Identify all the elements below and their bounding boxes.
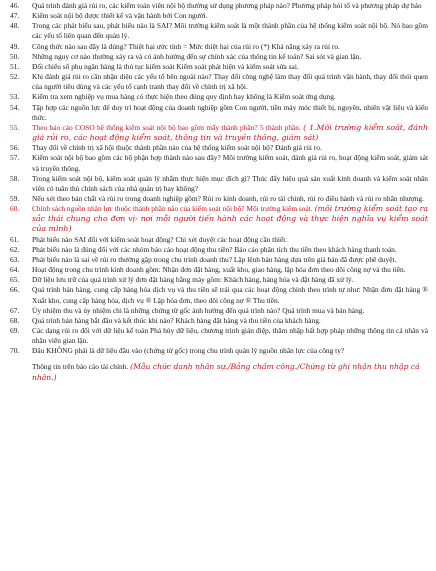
question-answer: Theo báo cáo COSO hệ thống kiểm soát nội bộ bao gồm mấy thành phần? 5 thành phần.	[32, 122, 301, 132]
question-answer: Chính sách nguồn nhân lực thuộc thành phần nào của kiểm soát nội bộ? Môi trường kiểm soát.	[32, 204, 313, 214]
question-number: 64.	[10, 265, 20, 275]
question-text	[32, 235, 428, 245]
question-number: 66.	[10, 285, 20, 295]
question-number: 48.	[10, 21, 20, 31]
question-text	[32, 275, 428, 285]
question-item	[10, 1, 428, 11]
question-answer: Tập hợp các nguồn lực để duy trì hoạt động của doanh nghiệp gồm Con người, tiền máy móc thiết bị, nguyên, nhiên vật liệu và kiến thức.	[32, 102, 428, 122]
question-item	[10, 285, 428, 305]
question-item	[10, 265, 428, 275]
question-item	[10, 245, 428, 255]
question-number: 57.	[10, 153, 20, 163]
question-number: 54.	[10, 102, 20, 112]
question-item	[10, 255, 428, 265]
question-text	[32, 285, 428, 305]
question-answer: Kiểm soát nội bộ bao gồm các bộ phận hợp thành nào sau đây? Môi trường kiểm soát, đánh giá rủi ro, hoạt động kiểm soát, giám sát và truyền thông.	[32, 153, 428, 173]
question-number: 70.	[10, 346, 20, 356]
question-text	[32, 194, 428, 204]
question-number: 61.	[10, 234, 20, 244]
question-answer: Kiểm tra xem nghiệp vụ mua hàng có thực hiện theo đúng quy định hay không là Kiểm soát ứng dụng.	[32, 92, 336, 102]
question-answer: Phát biểu nào là sai về rủi ro thường gặp trong chu trình doanh thu? Lập lệnh bán hàng dựa trên giá bán đã được phê duyệt.	[32, 254, 397, 264]
question-item	[10, 21, 428, 41]
question-answer: Phát biểu nào là đúng đối với các nhóm báo cáo hoạt động thu tiền? Báo cáo phân tích thu tiền theo khách hàng thanh toán.	[32, 244, 397, 254]
question-number: 46.	[10, 1, 20, 10]
question-text	[32, 143, 428, 153]
question-text	[32, 92, 428, 102]
question-text	[32, 11, 428, 21]
question-answer: Phát biểu nào SAI đối với kiểm soát hoạt động? Chi xét duyệt các hoạt động cần thiết.	[32, 234, 288, 244]
question-number: 65.	[10, 275, 20, 285]
question-answer: Công thức nào sau đây là đúng? Thiệt hại ước tính = Mức thiệt hại của rủi ro (*) Khả năng xảy ra rủi ro.	[32, 41, 340, 51]
question-number: 68.	[10, 315, 20, 325]
question-answer: Khi đánh giá rủi ro cần nhận diện các yếu tố bên ngoài nào? Thay đổi công nghệ làm thay đổi quá trình vận hành, thay đổi thói quen của người tiêu dùng và các yếu tố cạnh tranh thay đổi về chính trị xã hội.	[32, 72, 428, 92]
handwritten-note: (môi trường kiểm soát tạo ra sắc thái chung cho đơn vị- nơi mỗi người tiến hành các hoạt động và thực hiện nghĩa vụ kiểm soát của mình)	[32, 204, 428, 234]
question-text	[32, 245, 428, 255]
question-text	[32, 346, 428, 356]
question-number: 56.	[10, 143, 20, 153]
question-answer: Ủy nhiệm thu và ủy nhiệm chi là những chứng từ gốc ảnh hưởng đến quá trình nào? Quá trình mua và bán hàng.	[32, 305, 365, 315]
question-item	[10, 204, 428, 234]
question-text	[32, 21, 428, 41]
question-text	[32, 306, 428, 316]
question-answer: Các dạng rủi ro đối với dữ liệu kế toán Phá hủy dữ liệu, chương trình gián điệp, thâm nhập bất hợp pháp những thông tin cá nhân và nhân viên gian lận.	[32, 326, 428, 346]
question-answer: Trong kiểm soát nội bộ, kiểm soát quản lý nhằm thực hiện mục đích gì? Thúc đẩy hiệu quả sản xuất kinh doanh và kiểm soát nhân viên có tuân thủ chính sách của nhà quản trị hay không?	[32, 173, 428, 193]
question-text	[32, 52, 428, 62]
question-item	[10, 194, 428, 204]
handwritten-note: ( 1.Môi trường kiểm soát, đánh giá rủi ro, các hoạt động kiểm soát, thông tin và truyền thông, giám sát)	[32, 122, 428, 143]
question-number: 53.	[10, 92, 20, 102]
question-text	[32, 153, 428, 173]
question-number: 59.	[10, 193, 20, 203]
question-answer: Quá trình bán hàng bắt đầu và kết thúc khi nào? Khách hàng đặt hàng và thu tiền của khách hàng.	[32, 315, 321, 325]
question-item	[10, 92, 428, 102]
question-text	[32, 72, 428, 92]
question-number: 69.	[10, 326, 20, 335]
question-text	[32, 123, 428, 143]
question-number: 49.	[10, 41, 20, 51]
question-answer: Thay đổi về chính trị xã hội thuộc thành phần nào của hệ thống kiểm soát nội bộ? Đánh giá rủi ro.	[32, 143, 322, 153]
question-item	[10, 306, 428, 316]
question-text	[32, 265, 428, 275]
question-item	[10, 103, 428, 123]
question-answer: Quá trình đánh giá rủi ro, các kiểm toán viên nội bộ thường sử dụng phương pháp nào? Phương pháp hỏi tổ và phương pháp dự báo	[32, 1, 422, 10]
question-answer: Đối chiếu số phụ ngân hàng là thủ tục kiểm soát Kiểm soát phát hiện và kiểm soát sửa sai.	[32, 61, 299, 71]
question-answer: Kiểm soát nội bộ được thiết kế và vận hành bởi Con người.	[32, 11, 208, 21]
question-number: 55.	[10, 122, 20, 132]
question-text	[32, 326, 428, 346]
question-item	[10, 42, 428, 52]
question-text	[32, 174, 428, 194]
question-number: 50.	[10, 51, 20, 61]
question-text	[32, 204, 428, 234]
question-number: 52.	[10, 72, 20, 82]
question-answer: Hoạt động trong chu trình kinh doanh gồm: Nhận đơn đặt hàng, xuất kho, giao hàng, lập hóa đơn theo dõi công nợ và thu tiền.	[32, 265, 406, 275]
question-text	[32, 1, 428, 11]
question-text	[32, 316, 428, 326]
question-answer: Quá trình bán hàng, cung cấp hàng hóa dịch vụ và thu tiền sẽ trải qua các hoạt động chính theo trình tự như: Nhận đơn đặt hàng ® Xuất kho, cung cấp hàng hóa, dịch vụ ® Lập hóa đơn, theo dõi công nợ ® Thu tiền.	[32, 285, 428, 305]
question-number: 62.	[10, 244, 20, 254]
question-text	[32, 255, 428, 265]
question-answer: Đâu KHÔNG phải là dữ liệu đầu vào (chứng từ gốc) trong chu trình quản lý nguồn nhân lực của công ty?	[32, 346, 345, 356]
question-item	[10, 235, 428, 245]
question-item	[10, 153, 428, 173]
question-item	[10, 346, 428, 356]
question-item	[10, 52, 428, 62]
question-answer: Dữ liệu lưu trữ của quá trình xử lý đơn đặt hàng bằng máy gồm: Khách hàng, hàng hóa và đặt hàng đã xử lý.	[32, 275, 354, 285]
question-item	[10, 326, 428, 346]
question-item	[10, 143, 428, 153]
question-number: 60.	[10, 204, 20, 214]
question-item	[10, 72, 428, 92]
question-number: 67.	[10, 305, 20, 315]
question-number: 63.	[10, 254, 20, 264]
question-answer: Những nguy cơ nào thường xảy ra và có ảnh hưởng đến sự chính xác của thông tin kế toán? Sai sót và gian lận.	[32, 51, 362, 61]
question-answer: Nếu xét theo bản chất và rủi ro trong doanh nghiệp gồm? Rủi ro kinh doanh, rủi ro tài chính, rủi ro điều hành và rủi ro nhân nhượng.	[32, 193, 424, 203]
question-text	[32, 42, 428, 52]
answer-line	[10, 362, 428, 382]
question-item	[10, 275, 428, 285]
question-item	[10, 316, 428, 326]
question-item	[10, 174, 428, 194]
question-item	[10, 62, 428, 72]
question-item	[10, 11, 428, 21]
answer-text: Thông tin trên báo cáo tài chính.	[32, 362, 129, 372]
question-number: 58.	[10, 173, 20, 183]
question-answer: Trong các phát biểu sau, phát biểu nào là SAI? Môi trường kiểm soát là một thành phần của hệ thống kiểm soát nội bộ. Nó bao gồm các yếu tố liên quan đến quản lý.	[32, 21, 428, 41]
handwritten-note: (Mẫu chức danh nhân sự./Bảng chấm công./Chứng từ ghi nhận thu nhập cá nhân.)	[32, 362, 420, 382]
question-number: 47.	[10, 11, 20, 21]
question-number: 51.	[10, 61, 20, 71]
question-text	[32, 103, 428, 123]
question-text	[32, 62, 428, 72]
question-item	[10, 123, 428, 143]
